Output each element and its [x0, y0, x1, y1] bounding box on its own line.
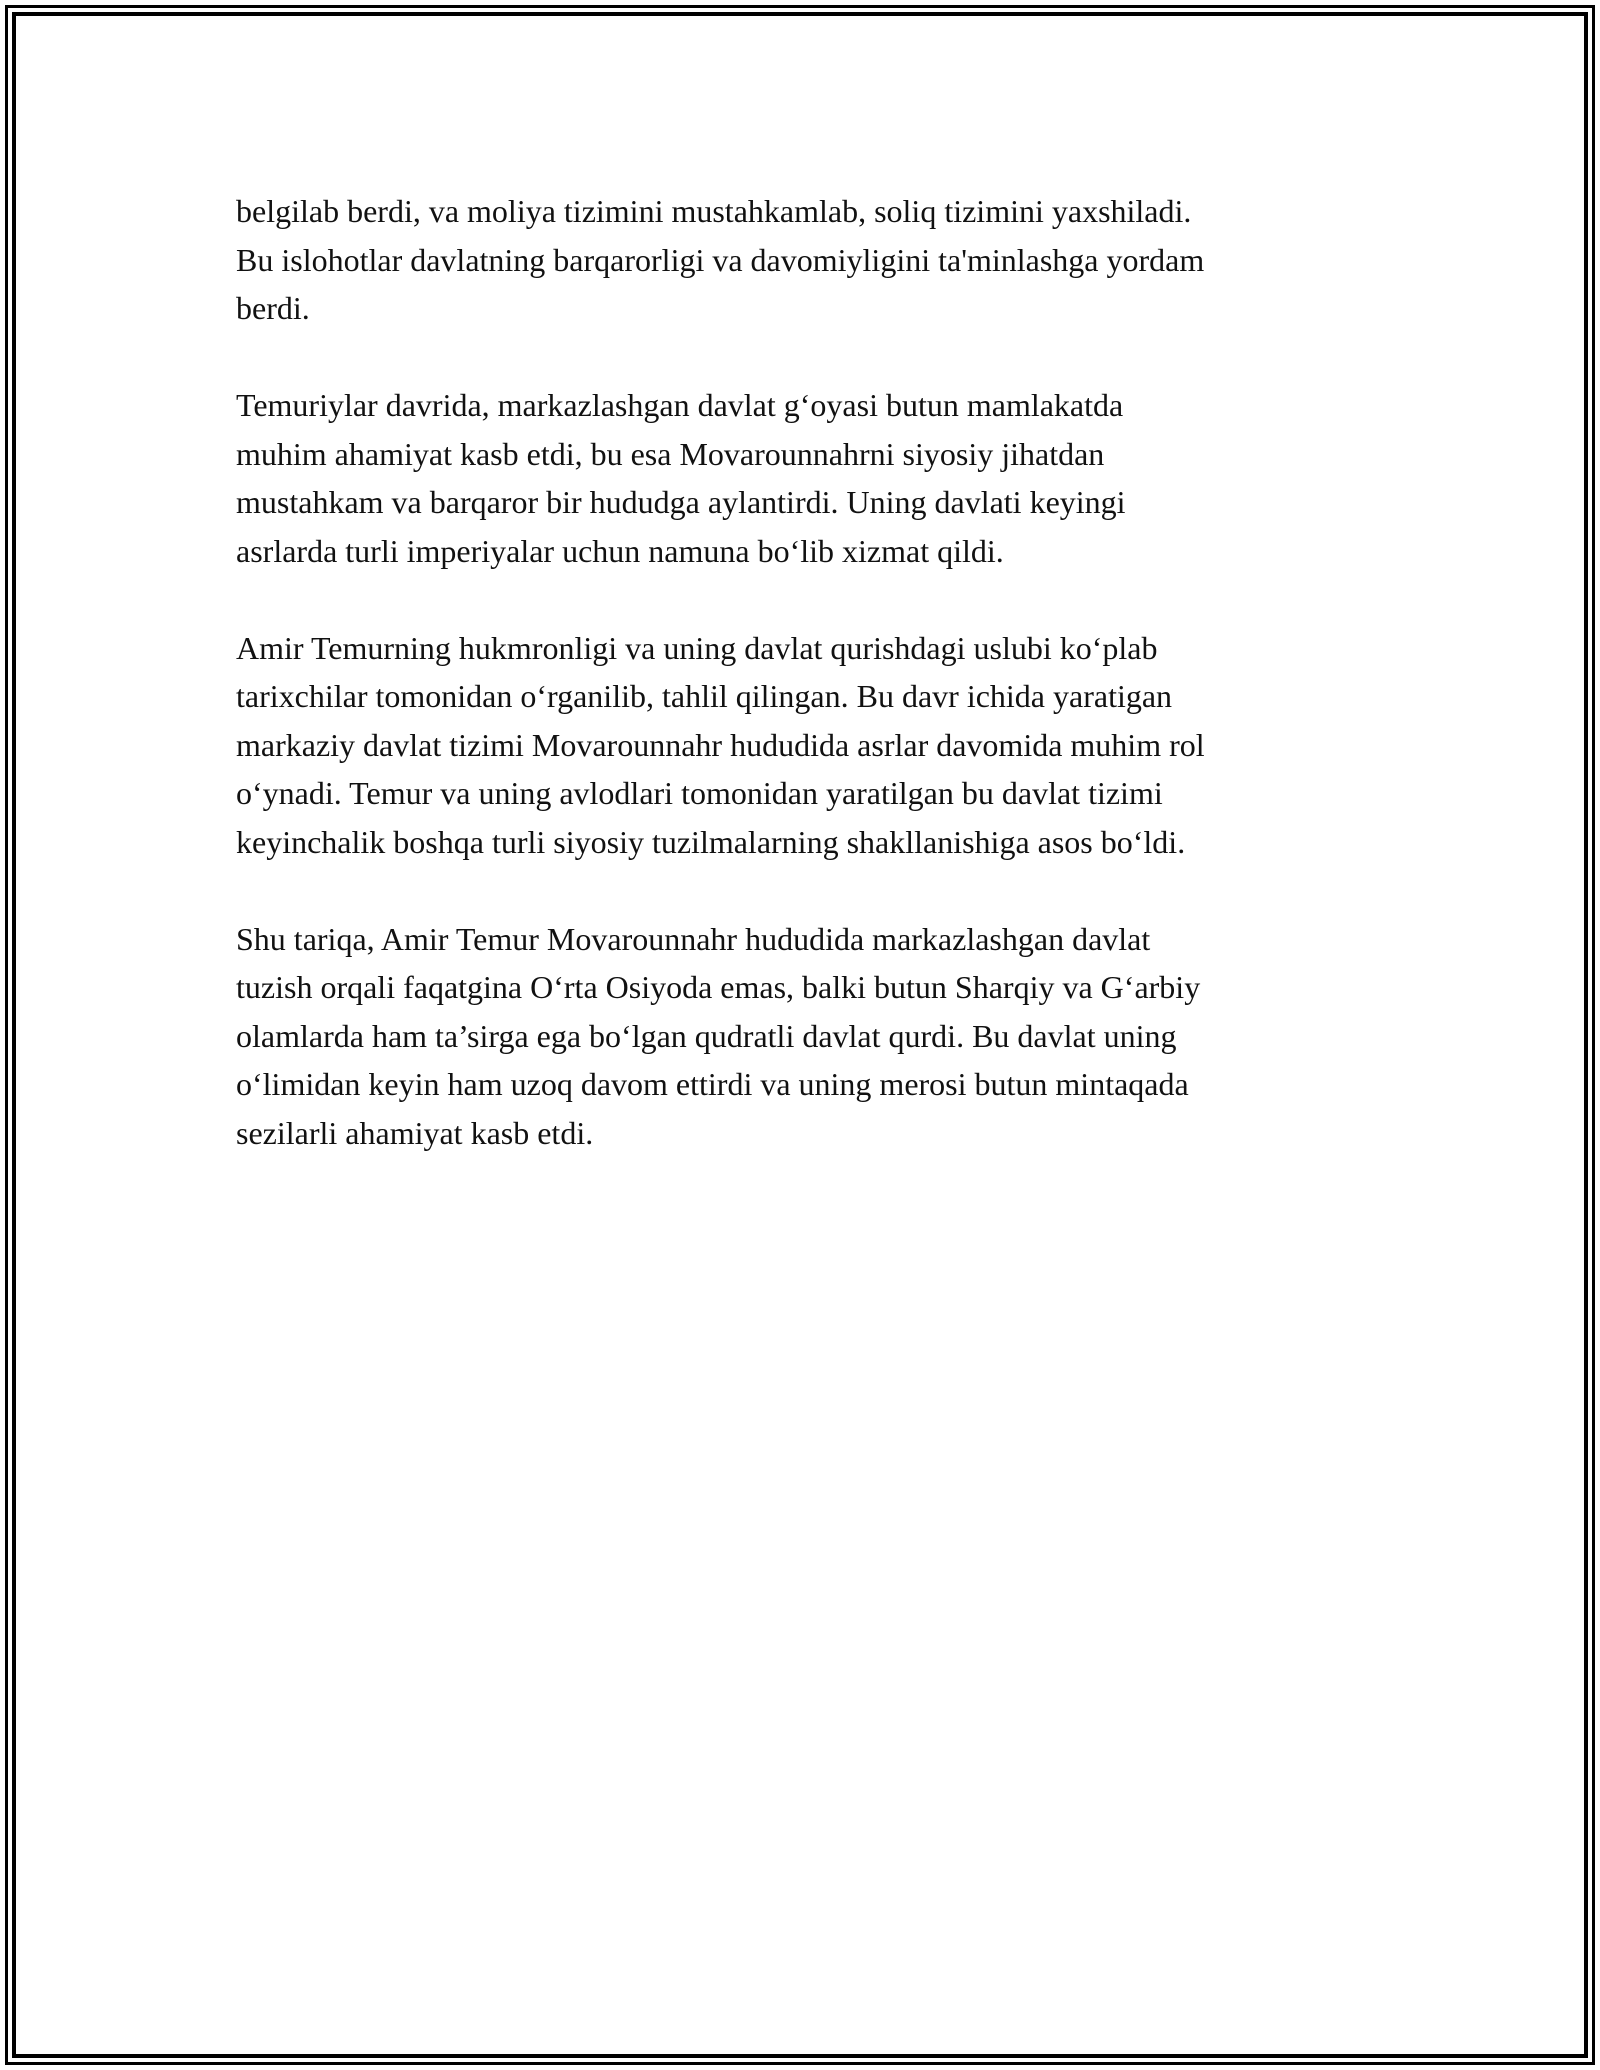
- paragraph-4: Shu tariqa, Amir Temur Movarounnahr hududida markazlashgan davlat tuzish orqali faqatgina O‘rta Osiyoda emas, balki butun Sharqiy va G‘arbiy olamlarda ham ta’sirga ega bo‘lgan qudratli davlat qurdi. Bu davlat uning o‘limidan keyin ham uzoq davom ettirdi va uning merosi butun mintaqada sezilarli ahamiyat kasb etdi.: [236, 920, 1201, 1151]
- paragraph-2: Temuriylar davrida, markazlashgan davlat g‘oyasi butun mamlakatda muhim ahamiyat kasb etdi, bu esa Movarounnahrni siyosiy jihatdan mustahkam va barqaror bir hududga aylantirdi. Uning davlati keyingi asrlarda turli imperiyalar uchun namuna bo‘lib xizmat qildi.: [236, 387, 1126, 569]
- document-body: [236, 187, 1356, 1206]
- paragraph-1: belgilab berdi, va moliya tizimini mustahkamlab, soliq tizimini yaxshiladi. Bu islohotlar davlatning barqarorligi va davomiyligini ta'minlashga yordam berdi.: [236, 193, 1205, 326]
- paragraph-3: Amir Temurning hukmronligi va uning davlat qurishdagi uslubi ko‘plab tarixchilar tomonidan o‘rganilib, tahlil qilingan. Bu davr ichida yaratigan markaziy davlat tizimi Movarounnahr hududida asrlar davomida muhim rol o‘ynadi. Temur va uning avlodlari tomonidan yaratilgan bu davlat tizimi keyinchalik boshqa turli siyosiy tuzilmalarning shakllanishiga asos bo‘ldi.: [236, 629, 1205, 860]
